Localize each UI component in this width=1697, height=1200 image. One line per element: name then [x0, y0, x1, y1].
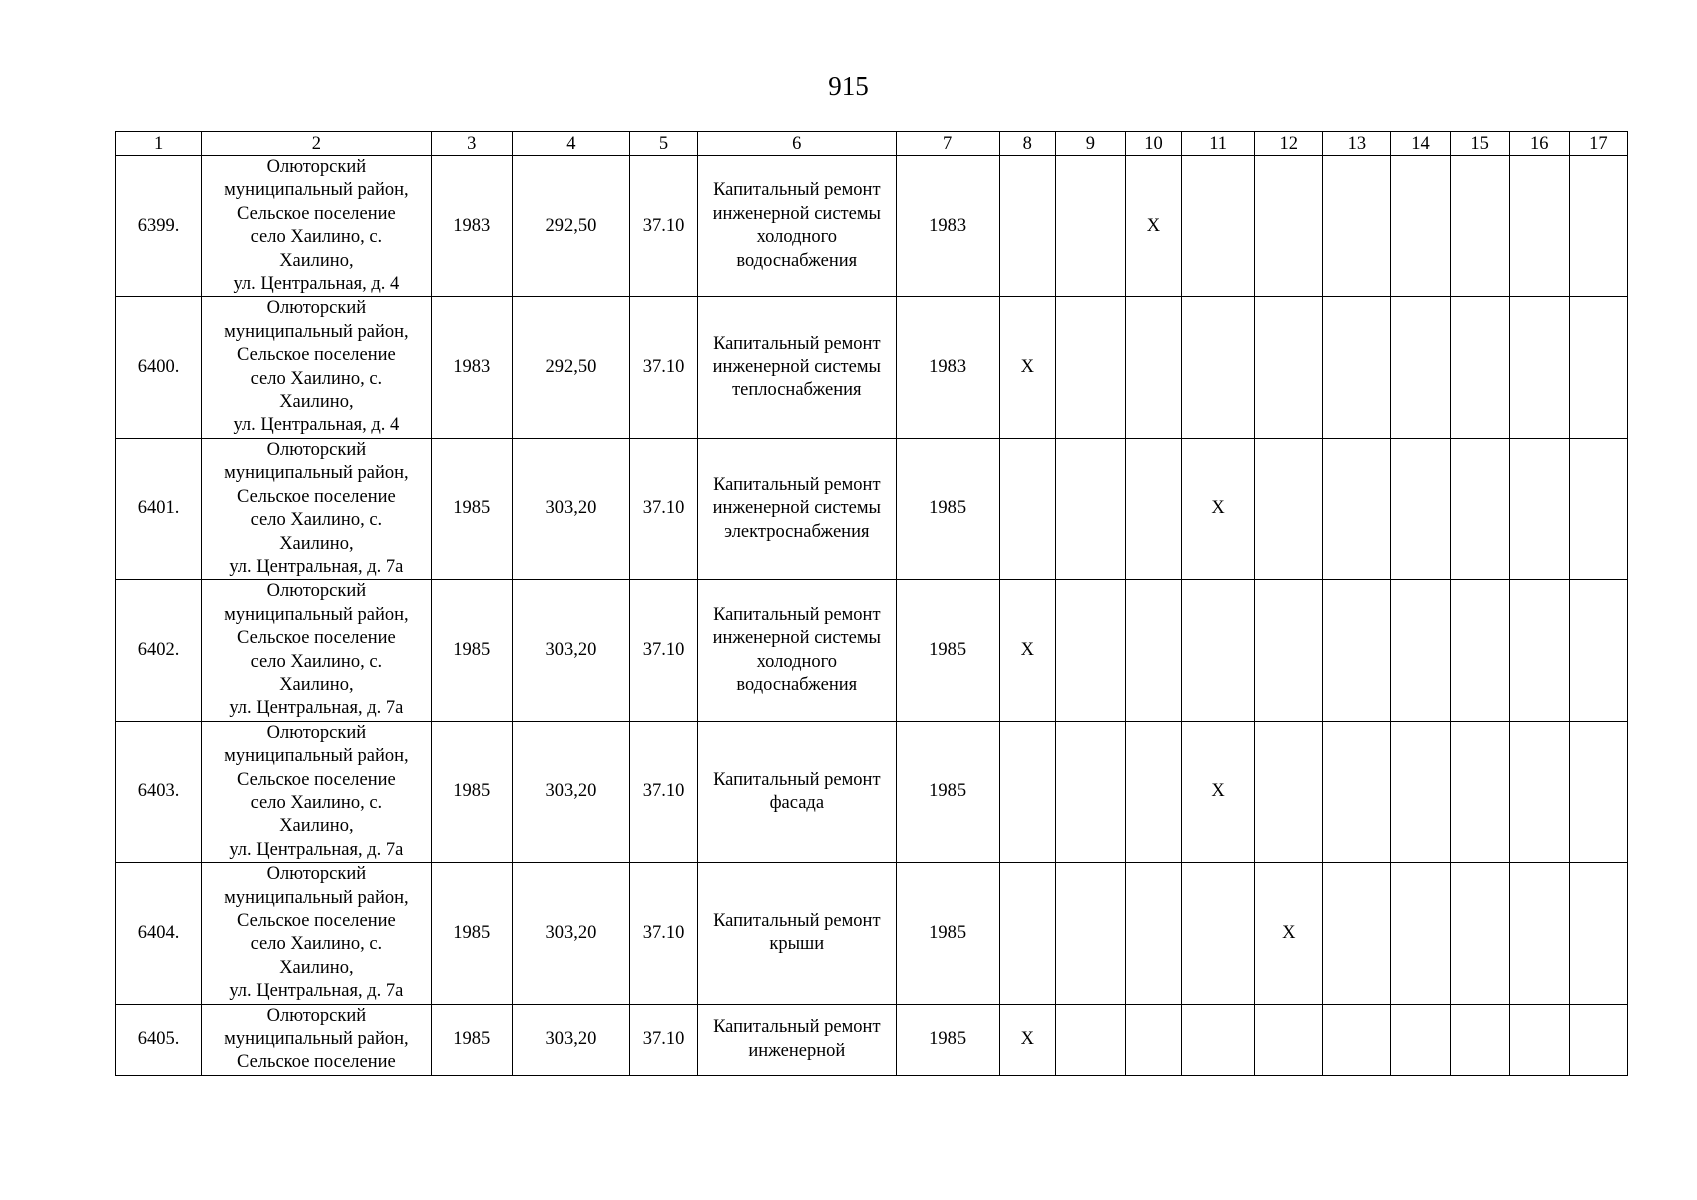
mark-cell: [1569, 580, 1627, 721]
build-year-cell: 1985: [431, 1004, 512, 1075]
code-cell: 37.10: [629, 438, 697, 579]
table-row: [116, 863, 1628, 1004]
area-cell: 303,20: [512, 438, 629, 579]
area-cell: 303,20: [512, 863, 629, 1004]
address-cell: [202, 580, 431, 721]
address-cell: [202, 863, 431, 1004]
address-line: Сельское поселение: [237, 628, 396, 649]
mark-cell: [1391, 156, 1450, 297]
address-line: ул. Центральная, д. 7а: [229, 839, 404, 860]
build-year-cell: 1985: [431, 580, 512, 721]
mark-cell: X: [999, 1004, 1055, 1075]
mark-cell: [1255, 297, 1323, 438]
column-number-cell: 5: [629, 132, 697, 156]
table-row: [116, 580, 1628, 721]
row-number-cell: 6402.: [116, 580, 202, 721]
row-number-cell: 6404.: [116, 863, 202, 1004]
row-number-cell: 6401.: [116, 438, 202, 579]
address-line: муниципальный район,: [224, 1029, 409, 1050]
code-cell: 37.10: [629, 580, 697, 721]
code-cell: 37.10: [629, 297, 697, 438]
work-type-cell: Капитальный ремонт инженерной системы теплоснабжения: [698, 297, 896, 438]
address-line: Олюторский: [266, 722, 367, 743]
work-type-cell: Капитальный ремонт инженерной системы холодного водоснабжения: [698, 156, 896, 297]
column-number-cell: 15: [1450, 132, 1509, 156]
address-line: Сельское поселение: [237, 769, 396, 790]
address-line: Хаилино,: [279, 957, 354, 978]
mark-cell: [999, 721, 1055, 862]
plan-year-cell: 1985: [896, 721, 999, 862]
address-line: Олюторский: [266, 1005, 367, 1026]
mark-cell: X: [999, 297, 1055, 438]
address-line: Олюторский: [266, 298, 367, 319]
address-line: ул. Центральная, д. 4: [233, 274, 400, 295]
address-line: Сельское поселение: [237, 1052, 396, 1073]
plan-year-cell: 1985: [896, 863, 999, 1004]
address-line: муниципальный район,: [224, 463, 409, 484]
area-cell: 303,20: [512, 1004, 629, 1075]
address-line: муниципальный район,: [224, 887, 409, 908]
address-line: село Хаилино, с.: [250, 510, 383, 531]
mark-cell: [1569, 863, 1627, 1004]
mark-cell: [1055, 580, 1125, 721]
address-line: Олюторский: [266, 439, 367, 460]
mark-cell: [1055, 156, 1125, 297]
mark-cell: [1323, 156, 1391, 297]
address-line: ул. Центральная, д. 4: [233, 415, 400, 436]
mark-cell: X: [999, 580, 1055, 721]
column-number-cell: 16: [1509, 132, 1569, 156]
mark-cell: [1569, 156, 1627, 297]
work-type-cell: Капитальный ремонт инженерной: [698, 1004, 896, 1075]
mark-cell: X: [1255, 863, 1323, 1004]
mark-cell: [1182, 580, 1255, 721]
mark-cell: [1450, 297, 1509, 438]
address-line: муниципальный район,: [224, 746, 409, 767]
mark-cell: [1055, 438, 1125, 579]
plan-year-cell: 1985: [896, 580, 999, 721]
address-line: село Хаилино, с.: [250, 368, 383, 389]
mark-cell: [1125, 297, 1181, 438]
mark-cell: [1182, 297, 1255, 438]
column-number-cell: 10: [1125, 132, 1181, 156]
plan-year-cell: 1985: [896, 1004, 999, 1075]
address-line: Хаилино,: [279, 533, 354, 554]
area-cell: 303,20: [512, 580, 629, 721]
table-row: [116, 156, 1628, 297]
address-line: Сельское поселение: [237, 486, 396, 507]
address-cell: [202, 156, 431, 297]
mark-cell: [1450, 863, 1509, 1004]
mark-cell: [1323, 1004, 1391, 1075]
address-line: Хаилино,: [279, 674, 354, 695]
mark-cell: [1509, 863, 1569, 1004]
area-cell: 303,20: [512, 721, 629, 862]
row-number-cell: 6400.: [116, 297, 202, 438]
address-line: Хаилино,: [279, 250, 354, 271]
mark-cell: [1391, 580, 1450, 721]
area-cell: 292,50: [512, 297, 629, 438]
code-cell: 37.10: [629, 156, 697, 297]
mark-cell: [1391, 721, 1450, 862]
mark-cell: [1125, 438, 1181, 579]
table-row: [116, 438, 1628, 579]
table-row: [116, 721, 1628, 862]
address-cell: [202, 297, 431, 438]
address-line: село Хаилино, с.: [250, 651, 383, 672]
mark-cell: [1255, 580, 1323, 721]
column-number-cell: 3: [431, 132, 512, 156]
row-number-cell: 6399.: [116, 156, 202, 297]
column-number-cell: 14: [1391, 132, 1450, 156]
mark-cell: [1450, 438, 1509, 579]
mark-cell: [1569, 297, 1627, 438]
mark-cell: [1450, 721, 1509, 862]
mark-cell: [1055, 721, 1125, 862]
column-number-cell: 13: [1323, 132, 1391, 156]
table-body: [116, 132, 1628, 1076]
address-line: село Хаилино, с.: [250, 934, 383, 955]
column-number-cell: 11: [1182, 132, 1255, 156]
mark-cell: [1125, 580, 1181, 721]
table-row: [116, 1004, 1628, 1075]
address-line: Сельское поселение: [237, 911, 396, 931]
row-number-cell: 6405.: [116, 1004, 202, 1075]
page-number: 915: [828, 71, 869, 101]
plan-year-cell: 1983: [896, 156, 999, 297]
address-line: Олюторский: [266, 581, 367, 602]
mark-cell: [1255, 156, 1323, 297]
mark-cell: [1391, 438, 1450, 579]
work-type-cell: Капитальный ремонт крыши: [698, 863, 896, 1004]
column-number-cell: 17: [1569, 132, 1627, 156]
mark-cell: [1125, 1004, 1181, 1075]
column-number-cell: 1: [116, 132, 202, 156]
mark-cell: X: [1125, 156, 1181, 297]
address-line: ул. Центральная, д. 7а: [229, 556, 404, 577]
mark-cell: [1450, 580, 1509, 721]
column-number-cell: 6: [698, 132, 896, 156]
mark-cell: [1323, 580, 1391, 721]
build-year-cell: 1985: [431, 438, 512, 579]
address-cell: [202, 721, 431, 862]
mark-cell: [1323, 297, 1391, 438]
address-line: Сельское поселение: [237, 345, 396, 366]
build-year-cell: 1983: [431, 156, 512, 297]
mark-cell: [1182, 1004, 1255, 1075]
code-cell: 37.10: [629, 1004, 697, 1075]
address-line: ул. Центральная, д. 7а: [229, 981, 404, 1002]
column-number-cell: 2: [202, 132, 431, 156]
mark-cell: [1450, 1004, 1509, 1075]
column-number-cell: 8: [999, 132, 1055, 156]
mark-cell: [1450, 156, 1509, 297]
address-line: ул. Центральная, д. 7а: [229, 698, 404, 719]
column-number-cell: 12: [1255, 132, 1323, 156]
mark-cell: [1391, 863, 1450, 1004]
mark-cell: [1323, 721, 1391, 862]
mark-cell: [1509, 721, 1569, 862]
address-cell: [202, 1004, 431, 1075]
row-number-cell: 6403.: [116, 721, 202, 862]
build-year-cell: 1985: [431, 863, 512, 1004]
work-type-cell: Капитальный ремонт фасада: [698, 721, 896, 862]
address-line: Сельское поселение: [237, 203, 396, 224]
mark-cell: [999, 863, 1055, 1004]
mark-cell: [1391, 297, 1450, 438]
mark-cell: [1125, 721, 1181, 862]
mark-cell: X: [1182, 438, 1255, 579]
register-table: [115, 131, 1628, 1076]
address-line: муниципальный район,: [224, 180, 409, 201]
address-line: Хаилино,: [279, 392, 354, 413]
address-line: Олюторский: [266, 157, 367, 177]
plan-year-cell: 1983: [896, 297, 999, 438]
mark-cell: [1182, 156, 1255, 297]
mark-cell: [1255, 721, 1323, 862]
column-number-cell: 7: [896, 132, 999, 156]
address-line: село Хаилино, с.: [250, 792, 383, 813]
mark-cell: [1569, 721, 1627, 862]
mark-cell: [1391, 1004, 1450, 1075]
mark-cell: [1055, 863, 1125, 1004]
mark-cell: [999, 438, 1055, 579]
mark-cell: [1323, 438, 1391, 579]
address-line: муниципальный район,: [224, 604, 409, 625]
mark-cell: [1569, 438, 1627, 579]
work-type-cell: Капитальный ремонт инженерной системы холодного водоснабжения: [698, 580, 896, 721]
code-cell: 37.10: [629, 721, 697, 862]
mark-cell: [1569, 1004, 1627, 1075]
column-number-cell: 4: [512, 132, 629, 156]
mark-cell: [1509, 438, 1569, 579]
area-cell: 292,50: [512, 156, 629, 297]
mark-cell: [1509, 297, 1569, 438]
address-line: село Хаилино, с.: [250, 227, 383, 248]
address-cell: [202, 438, 431, 579]
column-number-cell: 9: [1055, 132, 1125, 156]
mark-cell: [1509, 156, 1569, 297]
address-line: Хаилино,: [279, 816, 354, 837]
mark-cell: [1323, 863, 1391, 1004]
column-number-row: [116, 132, 1628, 156]
mark-cell: [1255, 438, 1323, 579]
build-year-cell: 1985: [431, 721, 512, 862]
mark-cell: [999, 156, 1055, 297]
address-line: муниципальный район,: [224, 321, 409, 342]
mark-cell: [1509, 580, 1569, 721]
work-type-cell: Капитальный ремонт инженерной системы электроснабжения: [698, 438, 896, 579]
build-year-cell: 1983: [431, 297, 512, 438]
plan-year-cell: 1985: [896, 438, 999, 579]
mark-cell: [1255, 1004, 1323, 1075]
mark-cell: [1125, 863, 1181, 1004]
table-row: [116, 297, 1628, 438]
mark-cell: [1055, 297, 1125, 438]
address-line: Олюторский: [266, 864, 367, 885]
code-cell: 37.10: [629, 863, 697, 1004]
mark-cell: X: [1182, 721, 1255, 862]
mark-cell: [1055, 1004, 1125, 1075]
mark-cell: [1182, 863, 1255, 1004]
mark-cell: [1509, 1004, 1569, 1075]
